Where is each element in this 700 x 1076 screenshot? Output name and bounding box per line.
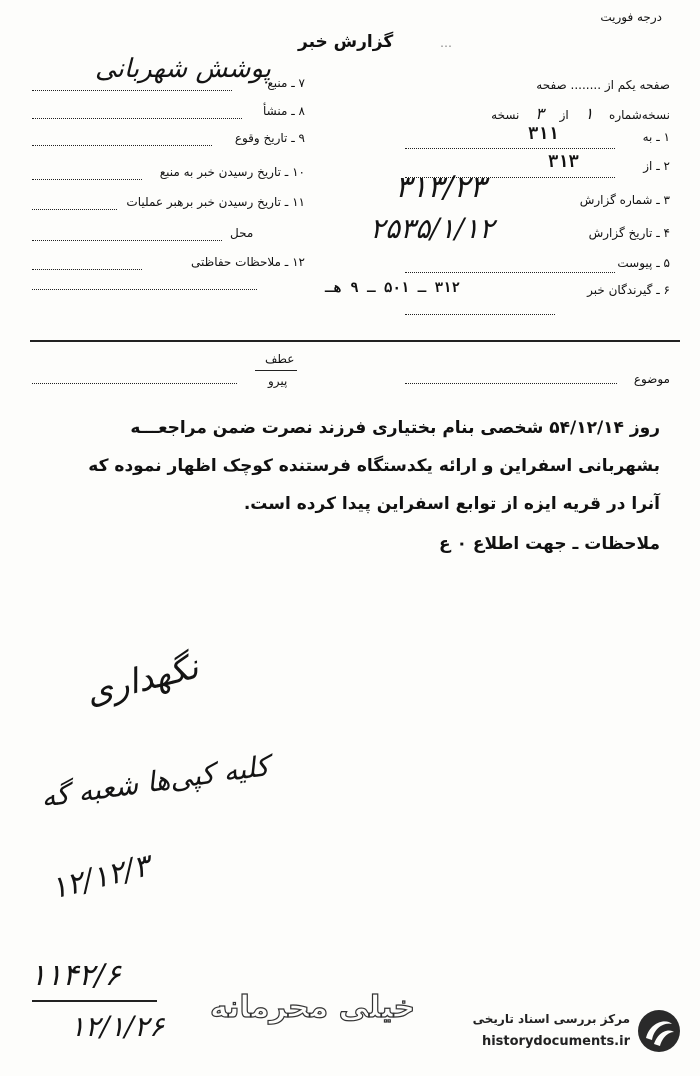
field-3-label: ۳ ـ شماره گزارش bbox=[579, 193, 670, 207]
center-logo-icon bbox=[636, 1008, 682, 1054]
field-11-label: ۱۱ ـ تاریخ رسیدن خبر برهبر عملیات bbox=[126, 195, 305, 209]
field-4-label: ۴ ـ تاریخ گزارش bbox=[588, 226, 670, 240]
copy-label: نسخه‌شماره bbox=[609, 108, 670, 122]
report-number-value: ۳۱۳/۲۳ bbox=[395, 170, 486, 205]
copy-total: ۳ bbox=[535, 104, 544, 123]
subject-line bbox=[405, 383, 617, 384]
copy-number-field bbox=[491, 104, 670, 123]
field-12-line-2 bbox=[32, 289, 257, 290]
classification-label: درجه فوریت bbox=[600, 10, 662, 24]
atf-line bbox=[32, 383, 237, 384]
handwritten-note-date: ۱۲/۱۲/۳ bbox=[47, 848, 154, 907]
page-title: گزارش خبر bbox=[298, 32, 394, 52]
field-10-line bbox=[32, 179, 142, 180]
ref-underline bbox=[32, 1000, 157, 1002]
field-1-label: ۱ ـ به bbox=[642, 130, 670, 144]
page-count-field: صفحه یکم از ........ صفحه bbox=[536, 78, 670, 92]
place-label: محل bbox=[230, 226, 254, 240]
handwritten-ref-date: ۱۲/۱/۲۶ bbox=[70, 1010, 165, 1043]
copy-num: ۱ bbox=[584, 104, 594, 123]
field-12-label: ۱۲ ـ ملاحظات حفاظتی bbox=[191, 255, 305, 269]
atf-divider bbox=[255, 370, 297, 371]
body-line-2: بشهربانی اسفراین و ارائه یکدستگاه فرستنده کوچک اظهار نموده که bbox=[88, 456, 660, 476]
title-mark: … bbox=[440, 36, 452, 50]
field-9-label: ۹ ـ تاریخ وقوع bbox=[234, 131, 305, 145]
source-value: پوشش شهربانی bbox=[95, 54, 272, 84]
field-12-line bbox=[32, 269, 142, 270]
handwritten-ref-number: ۱۱۴۲/۶ bbox=[30, 958, 121, 993]
field-1-value: ۳۱۱ bbox=[528, 124, 559, 144]
field-6-label: ۶ ـ گیرندگان خبر bbox=[587, 283, 670, 297]
body-line-3: آنرا در قریه ایزه از توابع اسفراین پیدا کرده است. bbox=[243, 494, 660, 514]
watermark-title: مرکز بررسی اسناد تاریخی bbox=[472, 1012, 630, 1026]
field-8-line bbox=[32, 118, 242, 119]
field-9-line bbox=[32, 145, 212, 146]
body-line-1: روز ۵۴/۱۲/۱۴ شخصی بنام بختیاری فرزند نصرت ضمن مراجعـــه bbox=[130, 418, 660, 438]
copy-of-label: از bbox=[559, 108, 569, 122]
field-7-label: ۷ ـ منبع bbox=[267, 76, 305, 90]
handwritten-note-copies: کلیه کپی‌ها شعبه گه bbox=[38, 749, 272, 814]
handwritten-note-keep: نگهداری bbox=[81, 646, 203, 714]
recipients-value: ۳۱۲ ـ ۵۰۱ ـ ۹ هـ bbox=[325, 280, 460, 296]
field-2-label: ۲ ـ از bbox=[643, 159, 670, 173]
field-5-label: ۵ ـ پیوست bbox=[617, 256, 670, 270]
field-7-line bbox=[32, 90, 232, 91]
biro-label: پیرو bbox=[268, 374, 288, 388]
field-10-label: ۱۰ ـ تاریخ رسیدن خبر به منبع bbox=[159, 165, 305, 179]
subject-label: موضوع bbox=[633, 372, 670, 386]
field-11-line bbox=[32, 209, 117, 210]
field-2-value: ۳۱۳ bbox=[548, 152, 579, 172]
section-divider bbox=[30, 340, 680, 342]
watermark-url: historydocuments.ir bbox=[481, 1034, 630, 1049]
field-5-line bbox=[405, 272, 615, 273]
field-1-line bbox=[405, 148, 615, 149]
place-line bbox=[32, 240, 222, 241]
body-line-4: ملاحظات ـ جهت اطلاع ۰ ع bbox=[439, 534, 660, 554]
copy-suffix: نسخه bbox=[491, 108, 520, 122]
classification-stamp: خیلی محرمانه bbox=[210, 990, 416, 1025]
field-6-line bbox=[405, 314, 555, 315]
field-8-label: ۸ ـ منشأ bbox=[262, 104, 305, 118]
atf-label: عطف bbox=[265, 352, 295, 366]
report-date-value: ۲۵۳۵/۱/۱۲ bbox=[370, 212, 495, 245]
